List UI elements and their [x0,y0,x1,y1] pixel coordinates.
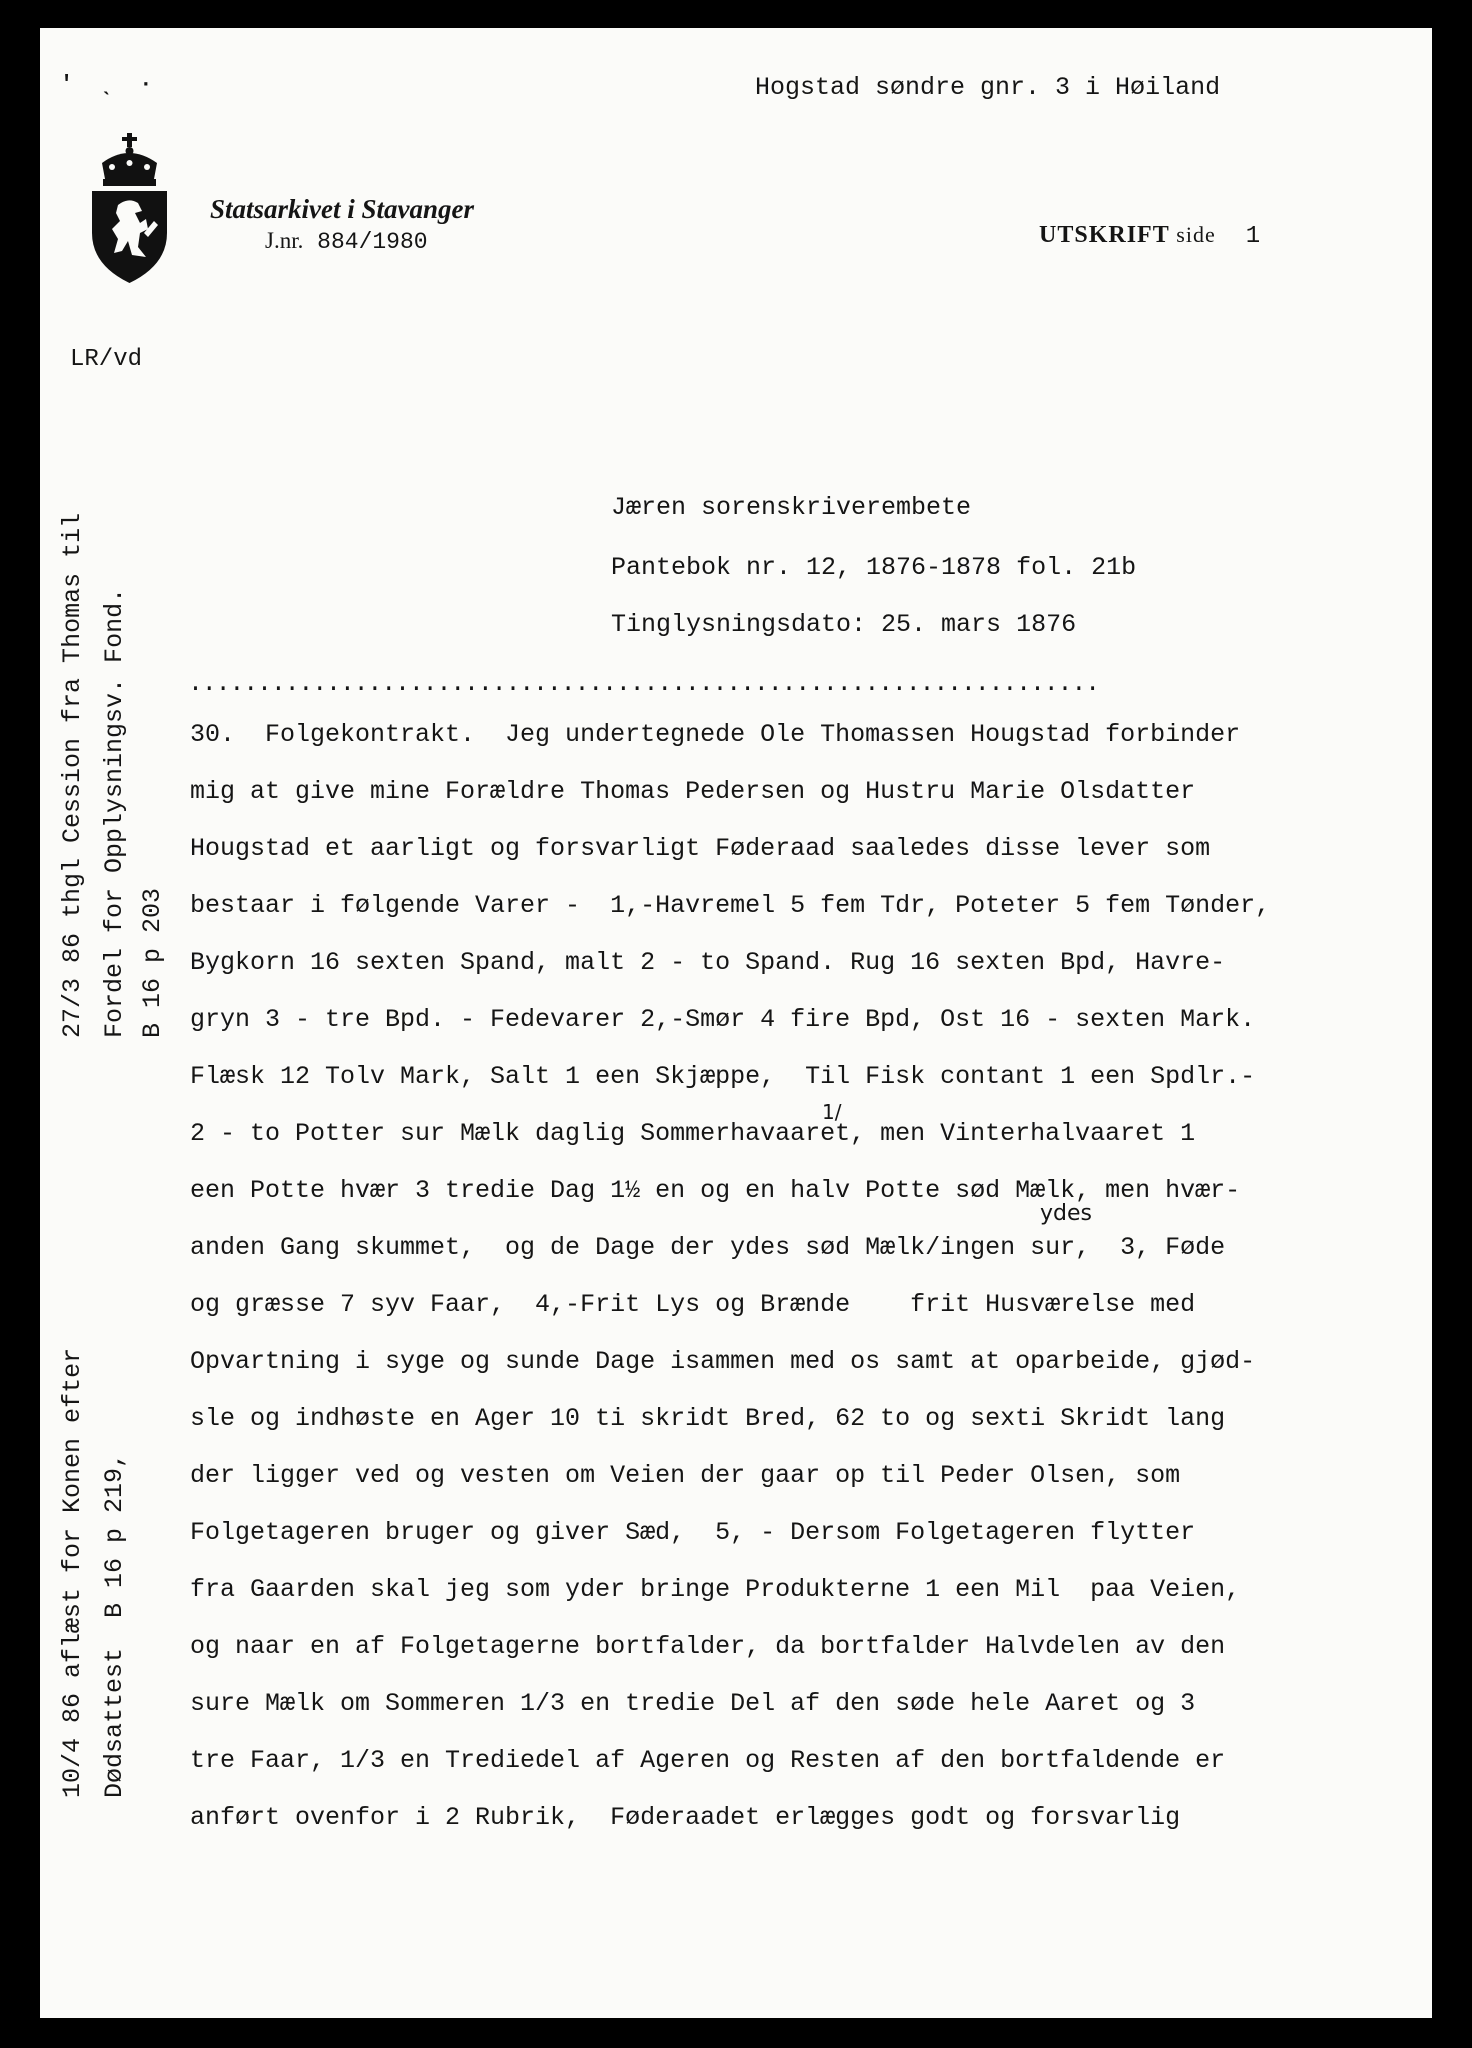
body-line: mig at give mine Forældre Thomas Pedersen og Hustru Marie Olsdatter [190,777,1196,806]
body-line: Bygkorn 16 sexten Spand, malt 2 - to Spand. Rug 16 sexten Bpd, Havre- [190,948,1226,977]
interlinear-ydes: ydes [1040,1201,1092,1226]
body-line: og naar en af Folgetagerne bortfalder, da bortfalder Halvdelen av den [190,1632,1226,1661]
document-page [40,28,1432,2018]
dotted-separator: .................................................................. [188,669,1099,698]
transcript-page-label [1039,222,1261,250]
body-line: bestaar i følgende Varer - 1,-Havremel 5 fem Tdr, Poteter 5 fem Tønder, [190,891,1271,920]
document-title: Hogstad søndre gnr. 3 i Høiland [755,73,1221,102]
body-line: der ligger ved og vesten om Veien der gaar op til Peder Olsen, som [190,1461,1181,1490]
registration-date: Tinglysningsdato: 25. mars 1876 [611,610,1077,639]
body-line: Folgetageren bruger og giver Sæd, 5, - Dersom Folgetageren flytter [190,1518,1196,1547]
body-line: gryn 3 - tre Bpd. - Fedevarer 2,-Smør 4 fire Bpd, Ost 16 - sexten Mark. [190,1005,1256,1034]
body-line: fra Gaarden skal jeg som yder bringe Produkterne 1 een Mil paa Veien, [190,1575,1241,1604]
jnr-label: J.nr. [265,228,304,253]
side-label: side [1176,222,1216,247]
stray-marks: ' ˎ · [60,72,153,97]
body-line: Flæsk 12 Tolv Mark, Salt 1 een Skjæppe, Til Fisk contant 1 een Spdlr.- [190,1062,1256,1091]
body-line: sle og indhøste en Ager 10 ti skridt Bred, 62 to og sexti Skridt lang [190,1404,1226,1433]
page-number: 1 [1245,223,1262,250]
body-line: anført ovenfor i 2 Rubrik, Føderaadet erlægges godt og forsvarlig [190,1803,1181,1832]
body-line: anden Gang skummet, og de Dage der ydes sød Mælk/ingen sur, 3, Føde [190,1233,1226,1262]
journal-number [265,228,428,255]
margin-note-cession: 27/3 86 thgl Cession fra Thomas til [58,512,87,1038]
body-line: Opvartning i syge og sunde Dage isammen med os samt at oparbeide, gjød- [190,1347,1256,1376]
interlinear-fraction: 1/ [822,1100,842,1124]
margin-note-fordel: Fordel for Opplysningsv. Fond. [100,587,129,1038]
body-line: og græsse 7 syv Faar, 4,-Frit Lys og Brænde frit Husværelse med [190,1290,1196,1319]
body-line: Hougstad et aarligt og forsvarligt Føderaad saaledes disse lever som [190,834,1211,863]
body-line: sure Mælk om Sommeren 1/3 en tredie Del af den søde hele Aaret og 3 [190,1689,1196,1718]
margin-note-ref-203: B 16 p 203 [138,887,167,1038]
office-name: Jæren sorenskriverembete [611,493,972,522]
archive-name: Statsarkivet i Stavanger [210,194,475,224]
initials: LR/vd [70,346,143,373]
body-line: 2 - to Potter sur Mælk daglig Sommerhavaaret, men Vinterhalvaaret 1 [190,1119,1196,1148]
coat-of-arms-icon [88,133,172,283]
protocol-reference: Pantebok nr. 12, 1876-1878 fol. 21b [611,553,1137,582]
body-line: tre Faar, 1/3 en Trediedel af Ageren og Resten af den bortfaldende er [190,1746,1226,1775]
transcript-label: UTSKRIFT [1039,222,1170,248]
margin-note-dodsattest: Dødsattest B 16 p 219, [100,1452,129,1798]
margin-note-aflaest: 10/4 86 aflæst for Konen efter [58,1347,87,1798]
jnr-value: 884/1980 [317,229,428,255]
body-line: een Potte hvær 3 tredie Dag 1½ en og en halv Potte sød Mælk, men hvær- [190,1176,1241,1205]
body-line: 30. Folgekontrakt. Jeg undertegnede Ole Thomassen Hougstad forbinder [190,720,1241,749]
